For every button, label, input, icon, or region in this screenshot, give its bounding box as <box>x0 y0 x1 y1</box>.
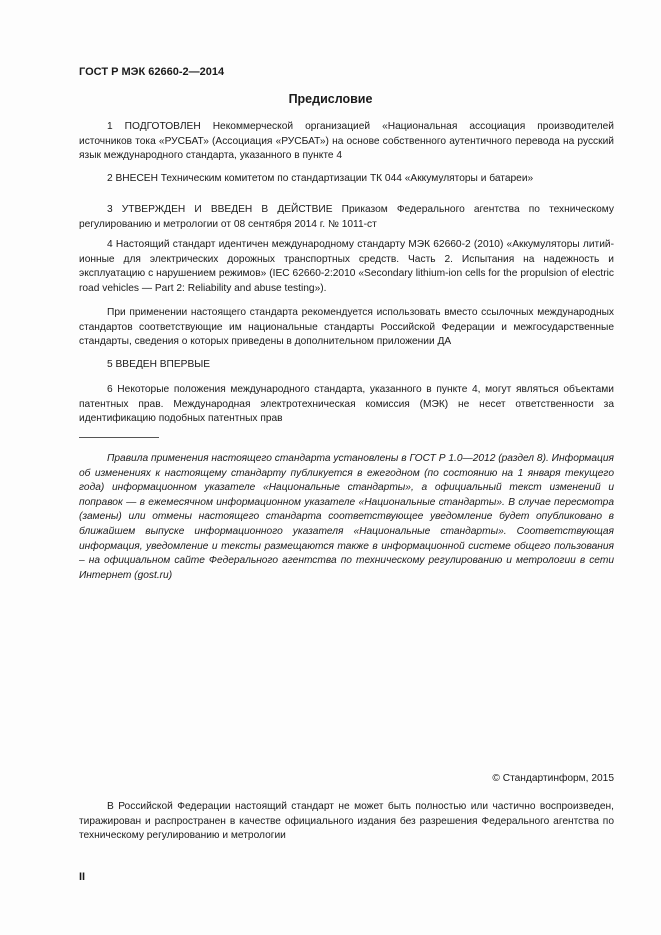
paragraph-6: 5 ВВЕДЕН ВПЕРВЫЕ <box>107 359 211 370</box>
separator-line <box>79 437 159 438</box>
page-number: II <box>79 871 86 883</box>
copyright: © Стандартинформ, 2015 <box>492 773 614 784</box>
paragraph-3: 3 УТВЕРЖДЕН И ВВЕДЕН В ДЕЙСТВИЕ Приказом Федерального агентства по техническому регулированию и метрологии от 08 сентября 2014 г. № 1011-ст <box>79 204 614 230</box>
paragraph-4: 4 Настоящий стандарт идентичен международному стандарту МЭК 62660-2 (2010) «Аккумуляторы литий-ионные для электрических дорожных транспортных средств. Часть 2. Испытания на надежность и эксплуатацию с нарушением режимов» (IEC 62660-2:2010 «Secondary lithium-ion cells for the propulsion of electric road vehicles — Part 2: Reliability and abuse testing»). <box>79 239 614 294</box>
page-title: Предисловие <box>288 92 373 106</box>
standard-code: ГОСТ Р МЭК 62660-2—2014 <box>79 66 225 78</box>
paragraph-1: 1 ПОДГОТОВЛЕН Некоммерческой организацией «Национальная ассоциация производителей источников тока «РУСБАТ» (Ассоциация «РУСБАТ») на основе собственного аутентичного перевода на русский язык международного стандарта, указанного в пункте 4 <box>79 121 614 162</box>
paragraph-5: При применении настоящего стандарта рекомендуется использовать вместо ссылочных международных стандартов соответствующие им национальные стандарты Российской Федерации и межгосударственные стандарты, сведения о которых приведены в дополнительном приложении ДА <box>79 307 614 348</box>
legal-notice: В Российской Федерации настоящий стандарт не может быть полностью или частично воспроизведен, тиражирован и распространен в качестве официального издания без разрешения Федерального агентства по техническому регулированию и метрологии <box>79 801 614 842</box>
notice-text: Правила применения настоящего стандарта установлены в ГОСТ Р 1.0—2012 (раздел 8). Информация об изменениях к настоящему стандарту публикуется в ежегодном (по состоянию на 1 января текущего года) информационном указателе «Национальные стандарты», а официальный текст изменений и поправок — в ежемесячном информационном указателе «Национальные стандарты». В случае пересмотра (замены) или отмены настоящего стандарта соответствующее уведомление будет опубликовано в ближайшем выпуске информационного указателя «Национальные стандарты». Соответствующая информация, уведомление и тексты размещаются также в информационной системе общего пользования – на официальном сайте Федерального агентства по техническому регулированию и метрологии в сети Интернет (gost.ru) <box>79 453 614 581</box>
paragraph-2: 2 ВНЕСЕН Техническим комитетом по стандартизации ТК 044 «Аккумуляторы и батареи» <box>107 173 534 184</box>
paragraph-7: 6 Некоторые положения международного стандарта, указанного в пункте 4, могут являться объектами патентных прав. Международная электротехническая комиссия (МЭК) не несет ответственности за идентификацию подобных патентных прав <box>79 384 614 425</box>
